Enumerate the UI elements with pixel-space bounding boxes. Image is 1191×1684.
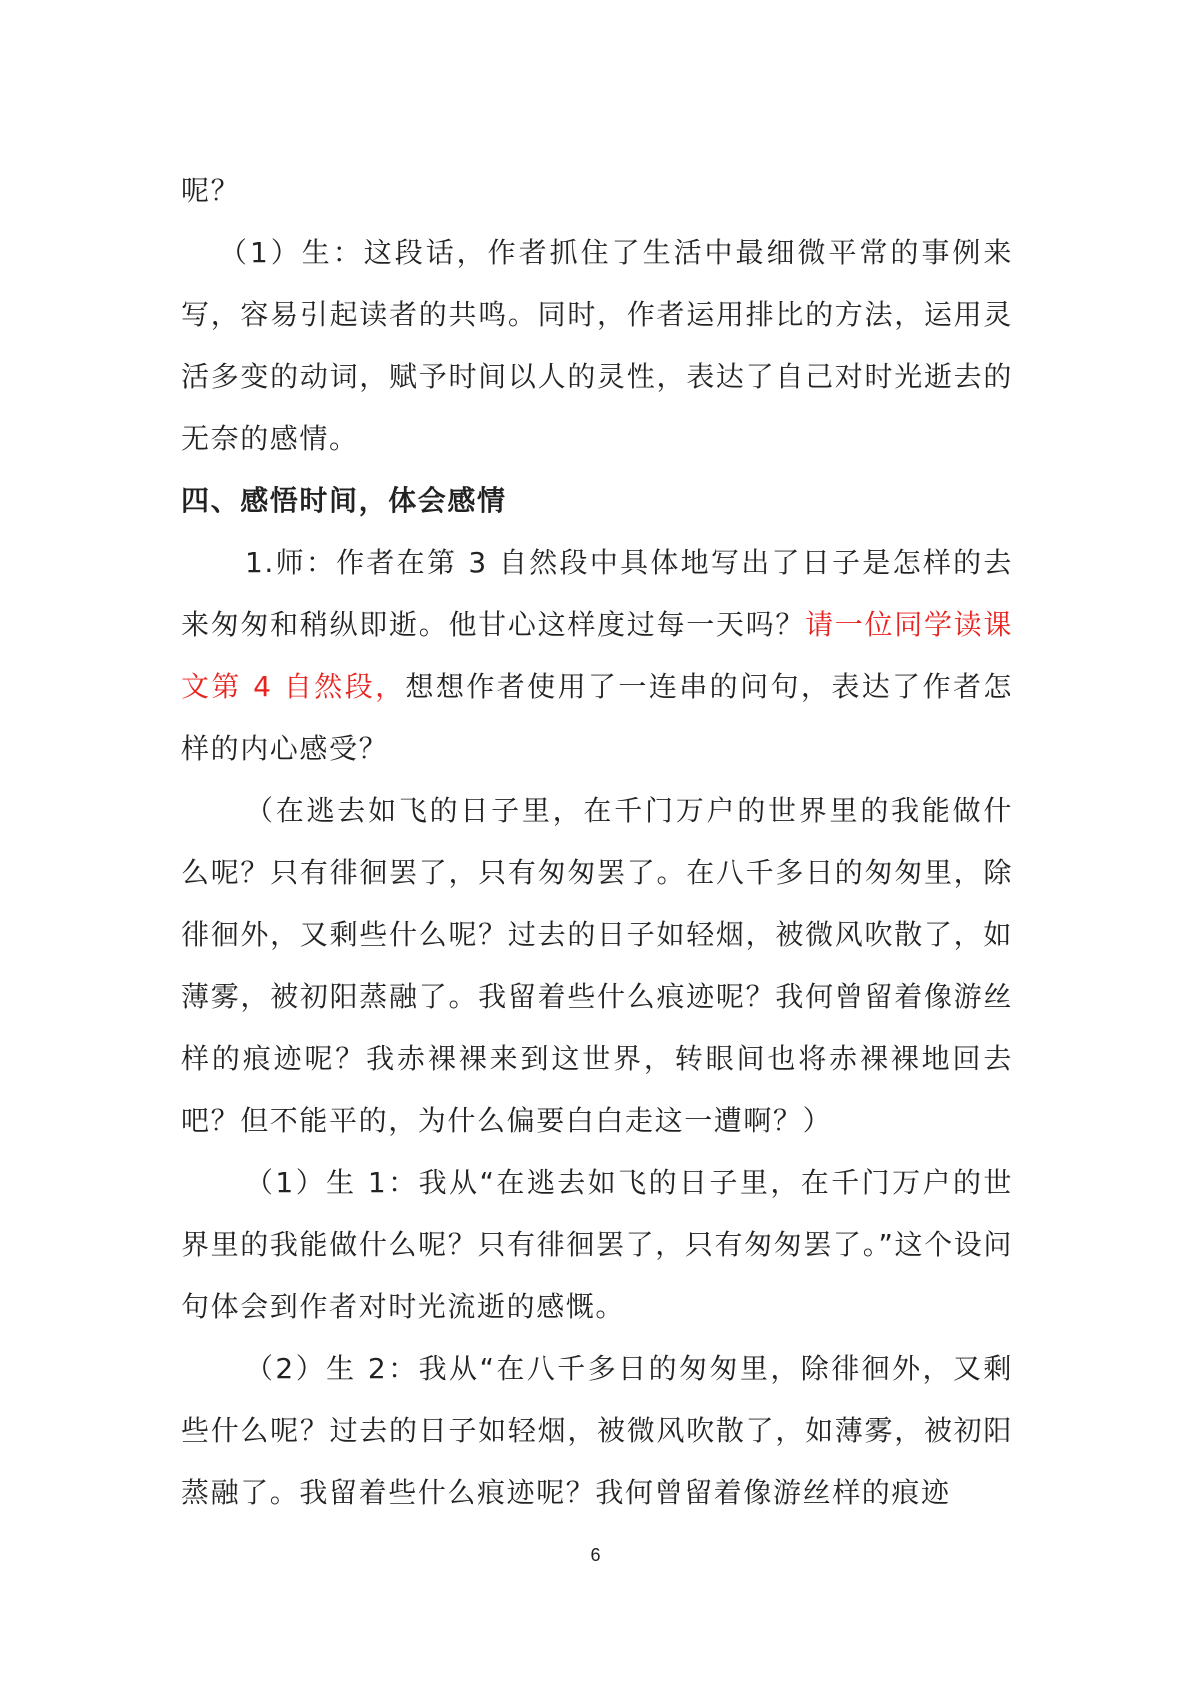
teacher-question-end: 想想作者使用了一连串的问句，表达了作者怎样的内心感受？	[181, 670, 1013, 765]
teacher-question-text: 1.师：作者在第 3 自然段中具体地写出了日子是怎样的去来匆匆和稍纵即逝。他甘心这样度过每一天吗？	[181, 546, 1013, 641]
paragraph-student-answer-2: （1）生 1：我从“在逃去如飞的日子里，在千门万户的世界里的我能做什么呢？只有徘徊罢了，只有匆匆罢了。”这个设问句体会到作者对时光流逝的感慨。	[181, 1166, 1013, 1323]
paragraph-teacher-question	[181, 532, 1013, 780]
document-body	[181, 160, 1013, 1524]
paragraph-continuation: 呢？	[181, 174, 241, 207]
paragraph-student-answer-3: （2）生 2：我从“在八千多日的匆匆里，除徘徊外，又剩些什么呢？过去的日子如轻烟，被微风吹散了，如薄雾，被初阳蒸融了。我留着些什么痕迹呢？我何曾留着像游丝样的痕迹	[181, 1352, 1013, 1509]
paragraph-quoted-text: （在逃去如飞的日子里，在千门万户的世界里的我能做什么呢？只有徘徊罢了，只有匆匆罢了。在八千多日的匆匆里，除徘徊外，又剩些什么呢？过去的日子如轻烟，被微风吹散了，如薄雾，被初阳蒸融了。我留着些什么痕迹呢？我何曾留着像游丝样的痕迹呢？我赤裸裸来到这世界，转眼间也将赤裸裸地回去吧？但不能平的，为什么偏要白白走这一遭啊？）	[181, 794, 1013, 1137]
section-heading: 四、感悟时间，体会感情	[181, 484, 507, 517]
page-number: 6	[590, 1545, 601, 1565]
highlighted-instruction: 请一位同学读课文第 4 自然段，	[181, 608, 1014, 703]
paragraph-student-answer-1: （1）生：这段话，作者抓住了生活中最细微平常的事例来写，容易引起读者的共鸣。同时，作者运用排比的方法，运用灵活多变的动词，赋予时间以人的灵性，表达了自己对时光逝去的无奈的感情。	[181, 236, 1013, 455]
